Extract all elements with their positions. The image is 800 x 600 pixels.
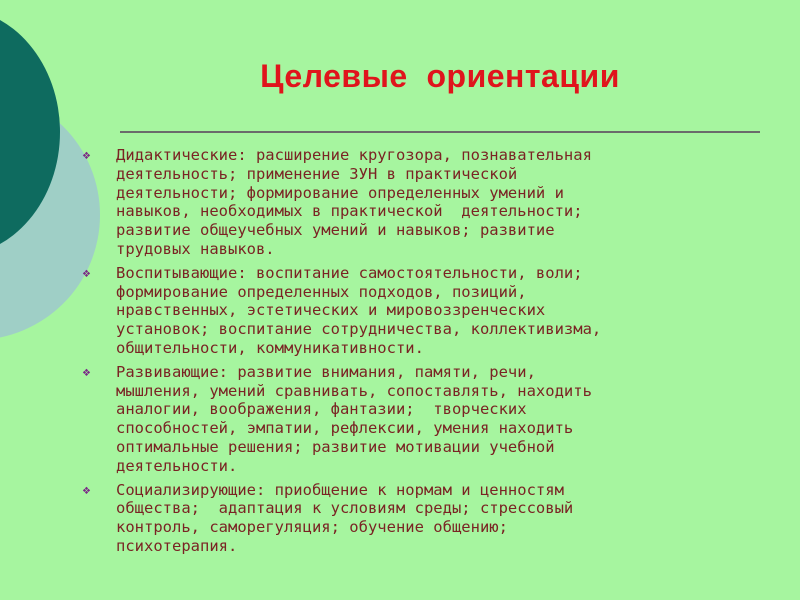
title-underline-divider [120, 131, 760, 133]
four-diamond-bullet-icon: ❖ [82, 367, 91, 379]
four-diamond-bullet-icon: ❖ [82, 268, 91, 280]
four-diamond-bullet-icon: ❖ [82, 485, 91, 497]
slide-title: Целевые ориентации [260, 58, 620, 94]
bullet-item-educational [80, 264, 720, 358]
bullet-text: Социализирующие: приобщение к нормам и ценностям общества; адаптация к условиям среды; стрессовый контроль, саморегуляция; обучение общению; психотерапия. [116, 480, 574, 555]
bullet-item-didactic [80, 146, 720, 259]
bullet-text: Дидактические: расширение кругозора, познавательная деятельность; применение ЗУН в практической деятельности; формирование определенных умений и навыков, необходимых в практической деятельности; развитие общеучебных умений и навыков; развитие трудовых навыков. [116, 146, 592, 258]
bullet-text: Воспитывающие: воспитание самостоятельности, воли; формирование определенных подходов, позиций, нравственных, эстетических и мировоззренческих установок; воспитание сотрудничества, коллективизма, общительности, коммуникативности. [116, 263, 602, 357]
bullet-text: Развивающие: развитие внимания, памяти, речи, мышления, умений сравнивать, сопоставлять, находить аналогии, воображения, фантазии; творческих способностей, эмпатии, рефлексии, умения находить оптимальные решения; развитие мотивации учебной деятельности. [116, 362, 592, 475]
four-diamond-bullet-icon: ❖ [82, 151, 91, 162]
bullet-list [80, 146, 720, 561]
bullet-item-developmental [80, 363, 720, 476]
bullet-item-socializing [80, 481, 720, 556]
